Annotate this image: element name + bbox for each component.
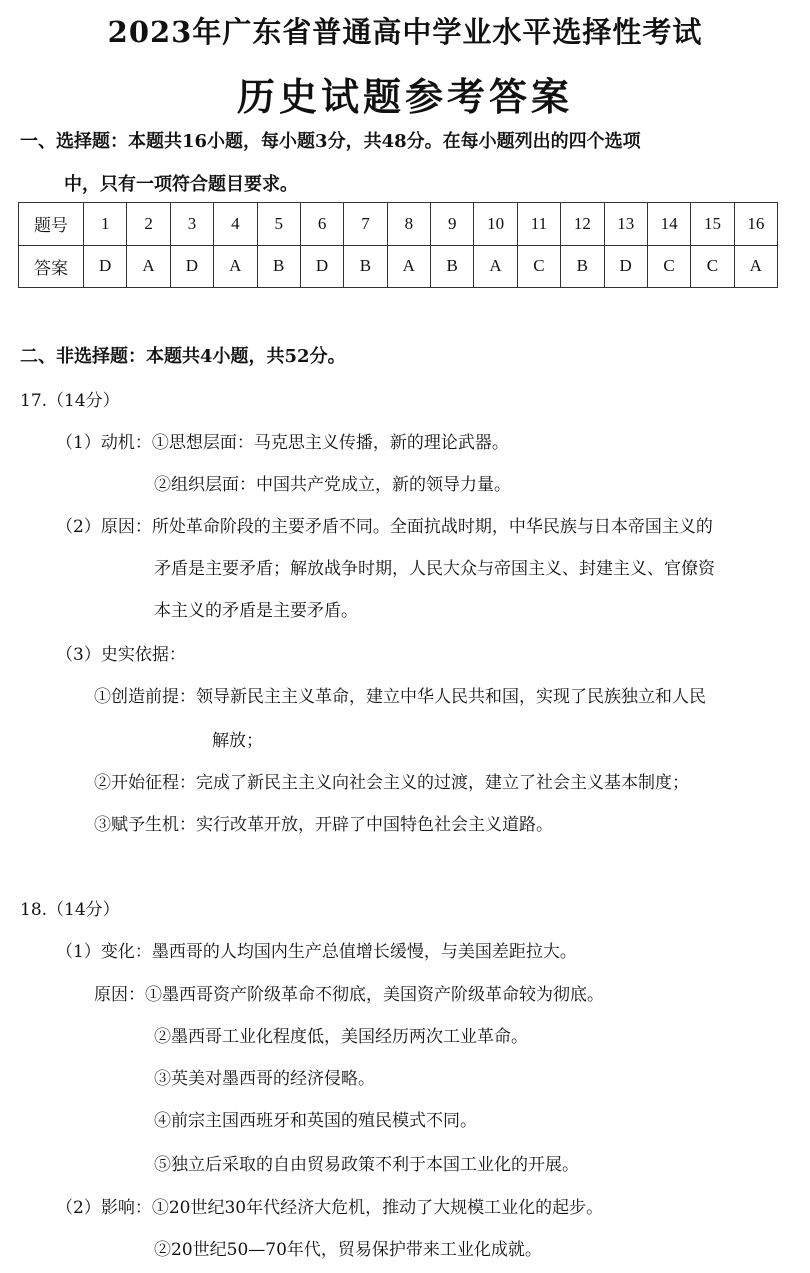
- answer-cell: D: [604, 245, 647, 288]
- table-row-answers: [19, 245, 778, 288]
- q18-part2-line1: （2）影响：①20世纪30年代经济大危机，推动了大规模工业化的起步。: [56, 1198, 604, 1218]
- table-row-label: 题号: [19, 203, 84, 246]
- question-number-cell: 11: [517, 203, 560, 246]
- q18-part1-line2: 原因：①墨西哥资产阶级革命不彻底，美国资产阶级革命较为彻底。: [94, 985, 604, 1005]
- question-number-cell: 14: [647, 203, 690, 246]
- q18-part1-line3: ②墨西哥工业化程度低，美国经历两次工业革命。: [154, 1027, 528, 1047]
- answer-cell: C: [691, 245, 734, 288]
- question-number-cell: 15: [691, 203, 734, 246]
- answer-cell: B: [431, 245, 474, 288]
- answer-cell: C: [647, 245, 690, 288]
- question-number-cell: 2: [127, 203, 170, 246]
- answer-cell: A: [127, 245, 170, 288]
- document-subtitle: 历史试题参考答案: [236, 74, 573, 119]
- table-row-numbers: [19, 203, 778, 246]
- q18-part1-line6: ⑤独立后采取的自由贸易政策不利于本国工业化的开展。: [154, 1155, 579, 1175]
- q17-part2-line2: 矛盾是主要矛盾；解放战争时期，人民大众与帝国主义、封建主义、官僚资: [154, 559, 715, 579]
- q17-part3-line1: （3）史实依据：: [56, 645, 186, 665]
- answer-cell: D: [170, 245, 213, 288]
- question-number-cell: 8: [387, 203, 430, 246]
- answer-cell: B: [561, 245, 604, 288]
- section2-heading: 二、非选择题：本题共4小题，共52分。: [20, 346, 346, 367]
- q17-part3-line5: ③赋予生机：实行改革开放，开辟了中国特色社会主义道路。: [94, 815, 553, 835]
- document-title: 2023年广东省普通高中学业水平选择性考试: [107, 15, 703, 49]
- section1-heading-line1: 一、选择题：本题共16小题，每小题3分，共48分。在每小题列出的四个选项: [20, 131, 641, 152]
- q17-header: 17.（14分）: [20, 391, 120, 411]
- answer-cell: A: [214, 245, 257, 288]
- q18-header: 18.（14分）: [20, 900, 120, 920]
- question-number-cell: 12: [561, 203, 604, 246]
- q17-part3-line4: ②开始征程：完成了新民主主义向社会主义的过渡，建立了社会主义基本制度；: [94, 773, 689, 793]
- answer-cell: D: [300, 245, 343, 288]
- question-number-cell: 9: [431, 203, 474, 246]
- answer-table: [18, 202, 778, 288]
- question-number-cell: 3: [170, 203, 213, 246]
- q17-part1-line2: ②组织层面：中国共产党成立，新的领导力量。: [154, 475, 511, 495]
- q18-part1-line4: ③英美对墨西哥的经济侵略。: [154, 1069, 375, 1089]
- q18-part1-line1: （1）变化：墨西哥的人均国内生产总值增长缓慢，与美国差距拉大。: [56, 942, 577, 962]
- q17-part1-line1: （1）动机：①思想层面：马克思主义传播，新的理论武器。: [56, 433, 509, 453]
- table-row-label: 答案: [19, 245, 84, 288]
- q18-part1-line5: ④前宗主国西班牙和英国的殖民模式不同。: [154, 1111, 477, 1131]
- question-number-cell: 10: [474, 203, 517, 246]
- answer-cell: A: [734, 245, 777, 288]
- q17-part3-line3: 解放；: [212, 731, 263, 751]
- section1-heading-line2: 中，只有一项符合题目要求。: [64, 174, 298, 195]
- question-number-cell: 5: [257, 203, 300, 246]
- question-number-cell: 13: [604, 203, 647, 246]
- answer-cell: D: [84, 245, 127, 288]
- q17-part2-line3: 本主义的矛盾是主要矛盾。: [154, 601, 358, 621]
- q17-part2-line1: （2）原因：所处革命阶段的主要矛盾不同。全面抗战时期，中华民族与日本帝国主义的: [56, 517, 713, 537]
- q17-part3-line2: ①创造前提：领导新民主主义革命，建立中华人民共和国，实现了民族独立和人民: [94, 687, 706, 707]
- question-number-cell: 1: [84, 203, 127, 246]
- question-number-cell: 6: [300, 203, 343, 246]
- answer-cell: B: [257, 245, 300, 288]
- answer-cell: C: [517, 245, 560, 288]
- answer-cell: A: [474, 245, 517, 288]
- question-number-cell: 7: [344, 203, 387, 246]
- question-number-cell: 4: [214, 203, 257, 246]
- question-number-cell: 16: [734, 203, 777, 246]
- answer-cell: B: [344, 245, 387, 288]
- q18-part2-line2: ②20世纪50—70年代，贸易保护带来工业化成就。: [154, 1240, 542, 1260]
- answer-cell: A: [387, 245, 430, 288]
